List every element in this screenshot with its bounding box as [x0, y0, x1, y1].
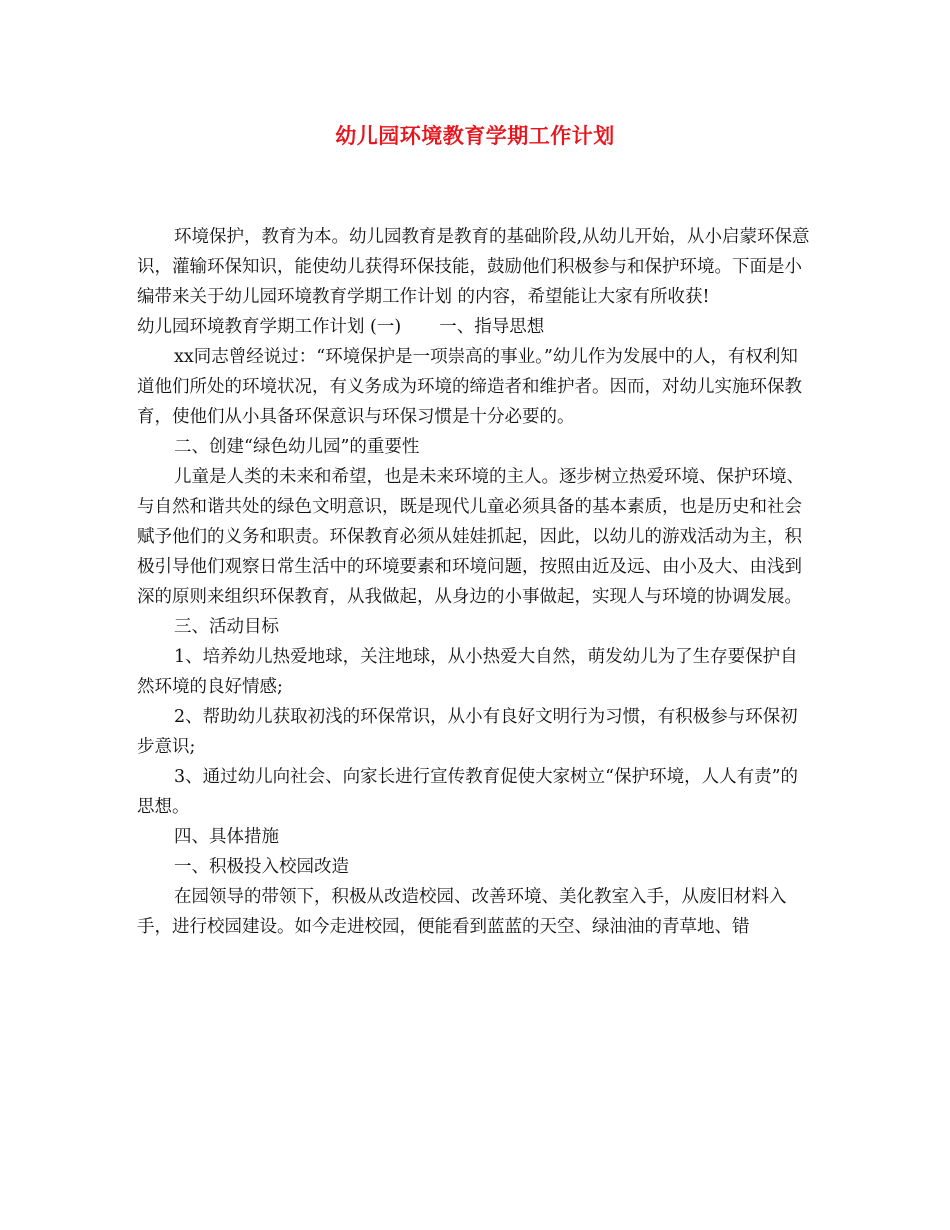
measure-one-paragraph: 在园领导的带领下，积极从改造校园、改善环境、美化教室入手，从废旧材料入手，进行校园建设。如今走进校园，便能看到蓝蓝的天空、绿油油的青草地、错: [137, 887, 787, 937]
goal-two-paragraph: 2、帮助幼儿获取初浅的环保常识，从小有良好文明行为习惯，有积极参与环保初步意识;: [137, 707, 798, 757]
section-two-heading: 二、创建“绿色幼儿园”的重要性: [174, 437, 420, 457]
plan-one-label: 幼儿园环境教育学期工作计划 (一): [137, 317, 402, 337]
goal-one-paragraph: 1、培养幼儿热爱地球，关注地球，从小热爱大自然，萌发幼儿为了生存要保护自然环境的良好情感;: [137, 647, 798, 697]
intro-paragraph: 环境保护，教育为本。幼儿园教育是教育的基础阶段,从幼儿开始，从小启蒙环保意识，灌输环保知识，能使幼儿获得环保技能，鼓励他们积极参与和保护环境。下面是小编带来关于幼儿园环境教育学期工作计划 的内容，希望能让大家有所收获!: [137, 227, 810, 307]
document-body: [137, 222, 813, 942]
section-three-heading: 三、活动目标: [174, 617, 279, 637]
plan-one-heading-line: [137, 312, 813, 342]
section-one-heading: 一、指导思想: [439, 317, 545, 337]
measure-one-heading: 一、积极投入校园改造: [174, 857, 349, 877]
section-four-heading: 四、具体措施: [174, 827, 279, 847]
section-two-paragraph: 儿童是人类的未来和希望，也是未来环境的主人。逐步树立热爱环境、保护环境、与自然和谐共处的绿色文明意识，既是现代儿童必须具备的基本素质，也是历史和社会赋予他们的义务和职责。环保教育必须从娃娃抓起，因此，以幼儿的游戏活动为主，积极引导他们观察日常生活中的环境要素和环境问题，按照由近及远、由小及大、由浅到深的原则来组织环保教育，从我做起，从身边的小事做起，实现人与环境的协调发展。: [137, 467, 804, 607]
section-one-paragraph: xx同志曾经说过：“环境保护是一项崇高的事业。”幼儿作为发展中的人，有权利知道他们所处的环境状况，有义务成为环境的缔造者和维护者。因而，对幼儿实施环保教育，使他们从小具备环保意识与环保习惯是十分必要的。: [137, 347, 802, 427]
goal-three-paragraph: 3、通过幼儿向社会、向家长进行宣传教育促使大家树立“保护环境，人人有责”的思想。: [137, 767, 799, 817]
document-title: 幼儿园环境教育学期工作计划: [335, 123, 615, 148]
